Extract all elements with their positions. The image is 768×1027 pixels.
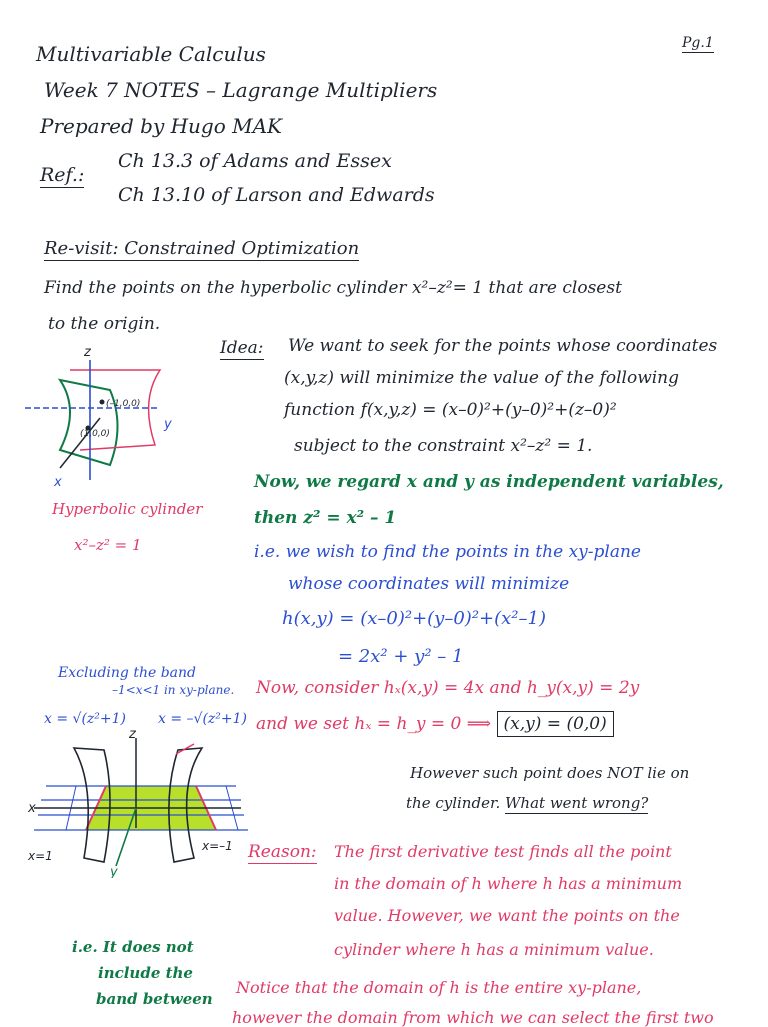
idea-label [220, 340, 264, 357]
fig1-caption-2: x²–z² = 1 [74, 536, 142, 554]
reason-label-text: Reason: [248, 842, 317, 862]
author-line: Prepared by Hugo MAK [40, 114, 282, 138]
idea-label-text: Idea: [220, 338, 264, 358]
red-note-1: Now, consider hₓ(x,y) = 4x and h_y(x,y) = 2y [256, 678, 640, 698]
idea-line-4: subject to the constraint x²–z² = 1. [294, 436, 593, 456]
reason-line-4: cylinder where h has a minimum value. [334, 940, 654, 959]
section-title [44, 240, 359, 258]
fig2-axis-y: y [110, 865, 118, 878]
hyperbolic-cylinder-figure [20, 340, 200, 490]
reason-line-1: The first derivative test finds all the point [334, 842, 672, 861]
problem-line-1: Find the points on the hyperbolic cylinder x²–z²= 1 that are closest [44, 278, 622, 298]
course-title: Multivariable Calculus [36, 42, 266, 66]
fig1-axis-y: y [164, 417, 172, 432]
page-number [682, 36, 714, 50]
however-line-1: However such point does NOT lie on [410, 764, 690, 782]
excluded-band-figure [26, 728, 256, 878]
fig2-label-right: x = –√(z²+1) [158, 711, 247, 727]
however-line-2-prefix: the cylinder. [406, 794, 501, 812]
idea-line-1: We want to seek for the points whose coordinates [288, 336, 718, 356]
fig1-axis-z: z [84, 345, 91, 360]
notice-line-2: however the domain from which we can select the first two [232, 1008, 714, 1027]
fig2-axis-x: x [28, 801, 36, 816]
cylinder-left-sheet [60, 380, 118, 465]
critical-point-box: (x,y) = (0,0) [497, 711, 614, 737]
ref-item-1: Ch 13.3 of Adams and Essex [118, 150, 392, 172]
fig1-point-b: (1,0,0) [80, 429, 110, 439]
side-note-2: include the [98, 964, 193, 982]
blue-note-3: h(x,y) = (x–0)²+(y–0)²+(x²–1) [282, 608, 546, 629]
side-note-3: band between [96, 990, 213, 1008]
reason-line-2: in the domain of h where h has a minimum [334, 874, 683, 893]
idea-line-2: (x,y,z) will minimize the value of the following [284, 368, 680, 388]
fig2-bound-left: x=1 [28, 849, 53, 863]
fig1-axis-x: x [54, 475, 62, 490]
reason-label [248, 844, 317, 861]
red-note-2-prefix: and we set hₓ = h_y = 0 ⟹ [256, 714, 492, 734]
what-went-wrong: What went wrong? [505, 794, 649, 812]
side-note-1: i.e. It does not [72, 938, 194, 956]
blue-note-1: i.e. we wish to find the points in the xy-plane [254, 542, 641, 562]
fig2-axis-z: z [129, 728, 136, 742]
fig1-caption-1: Hyperbolic cylinder [52, 500, 203, 518]
idea-line-3: function f(x,y,z) = (x–0)²+(y–0)²+(z–0)² [284, 400, 617, 420]
notice-line-1: Notice that the domain of h is the entire xy-plane, [236, 978, 642, 997]
ref-item-2: Ch 13.10 of Larson and Edwards [118, 184, 435, 206]
week-title: Week 7 NOTES – Lagrange Multipliers [44, 78, 438, 102]
ref-label-text: Ref.: [40, 164, 85, 186]
page-number-label: Pg.1 [682, 35, 714, 51]
fig2-title-1: Excluding the band [58, 665, 196, 681]
reason-line-3: value. However, we want the points on the [334, 906, 680, 925]
blue-note-2: whose coordinates will minimize [288, 574, 570, 594]
fig2-title-2: –1<x<1 in xy-plane. [112, 683, 235, 697]
section-title-text: Re-visit: Constrained Optimization [44, 238, 360, 259]
green-note-1: Now, we regard x and y as independent variables, [254, 472, 724, 492]
green-note-2: then z² = x² – 1 [254, 508, 397, 528]
however-line-2 [406, 796, 648, 811]
fig2-bound-right: x=–1 [202, 839, 233, 853]
ref-label [40, 166, 84, 185]
fig2-label-left: x = √(z²+1) [44, 711, 126, 727]
problem-line-2: to the origin. [48, 314, 161, 334]
blue-note-4: = 2x² + y² – 1 [338, 646, 464, 667]
red-note-2 [256, 716, 614, 733]
point-a-dot [100, 400, 105, 405]
fig1-point-a: (–1,0,0) [106, 399, 141, 409]
